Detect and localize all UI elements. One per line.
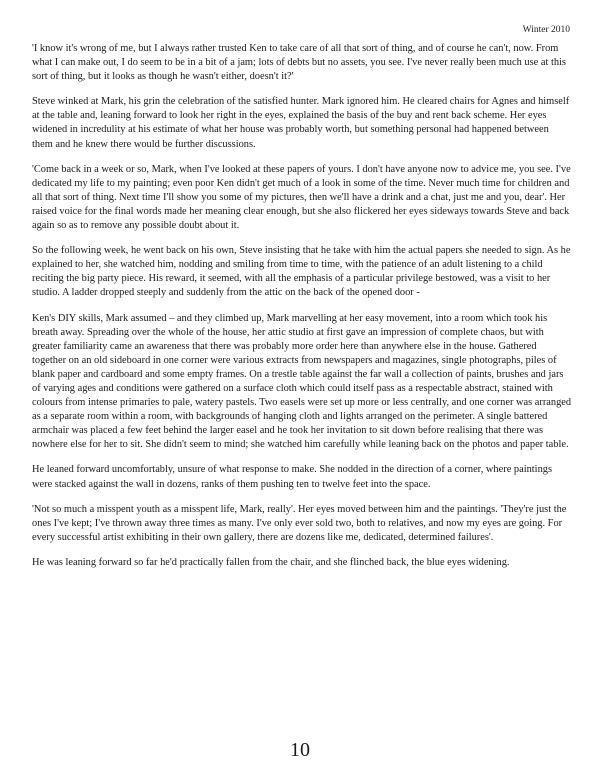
- paragraph-3: 'Come back in a week or so, Mark, when I've looked at these papers of yours. I don't have anyone now to advice me, you see. I've dedicated my life to my painting; even poor Ken didn't get much of a look in some of the time. Never much time for children and all that sort of thing. Next time I'll show you some of my pictures, then we'll have a drink and a chat, just me and you, dear'. Her raised voice for the final words made her meaning clear enough, but she also flickered her eyes sideways towards Steve and back again so as to remove any possible doubt about it.: [32, 163, 571, 232]
- paragraph-4: So the following week, he went back on his own, Steve insisting that he take with him the actual papers she needed to sign. As he explained to her, she watched him, nodding and smiling from time to time, with the patience of an adult listening to a child reciting the big party piece. His reward, it seemed, with all the emphasis of a particular privilege bestowed, was a visit to her studio. A ladder dropped steeply and suddenly from the attic on the back of the opened door -: [32, 245, 571, 299]
- page-number: 10: [290, 739, 310, 761]
- paragraph-6: He leaned forward uncomfortably, unsure of what response to make. She nodded in the direction of a corner, where paintings were stacked against the wall in dozens, ranks of them pushing ten to twelve feet into the space.: [32, 464, 553, 490]
- paragraph-7: 'Not so much a misspent youth as a misspent life, Mark, really'. Her eyes moved between him and the paintings. 'They're just the ones I've kept; I've thrown away three times as many. I've only ever sold two, both to relatives, and now my eyes are going. For every successful artist exhibiting in their own gallery, there are dozens like me, dedicated, determined failures'.: [32, 503, 567, 543]
- paragraph-2: Steve winked at Mark, his grin the celebration of the satisfied hunter. Mark ignored him. He cleared chairs for Agnes and himself at the table and, leaning forward to look her right in the eyes, explained the basis of the buy and rent back scheme. Her eyes widened in incredulity at his estimate of what her house was probably worth, but something personal had happened between them and he knew there would be further discussions.: [32, 96, 570, 150]
- issue-label: Winter 2010: [522, 25, 570, 35]
- paragraph-5: Ken's DIY skills, Mark assumed – and they climbed up, Mark marvelling at her easy movement, into a room which took his breath away. Spreading over the whole of the house, her attic studio at first gave an impression of complete chaos, but with greater familiarity came an awareness that there was probably more order here than anywhere else in the house. Gathered together on an old sideboard in one corner were various extracts from newspapers and magazines, single photographs, piles of blank paper and cardboard and some empty frames. On a trestle table against the far wall a collection of paints, brushes and jars of varying ages and conditions were gathered on a surface cloth which could itself pass as a respectable abstract, stained with colours from intense primaries to pale, watery pastels. Two easels were set up more or less centrally, and one corner was arranged as a separate room within a room, with backgrounds of hanging cloth and lights arranged on the perimeter. A single battered armchair was placed a few feet behind the larger easel and he took her invitation to sit down before realising that there was nowhere else for her to sit. She didn't seem to mind; she watched him carefully while leaning back on the photos and paper table.: [32, 312, 572, 451]
- paragraph-1: 'I know it's wrong of me, but I always rather trusted Ken to take care of all that sort of thing, and of course he can't, now. From what I can make out, I do seem to be in a bit of a jam; lots of debts but no assets, you see. I've never really been much use at this sort of thing, but it looks as though he wasn't either, doesn't it?': [32, 43, 566, 83]
- story-body: [32, 42, 572, 581]
- paragraph-8: He was leaning forward so far he'd practically fallen from the chair, and she flinched back, the blue eyes widening.: [32, 556, 510, 568]
